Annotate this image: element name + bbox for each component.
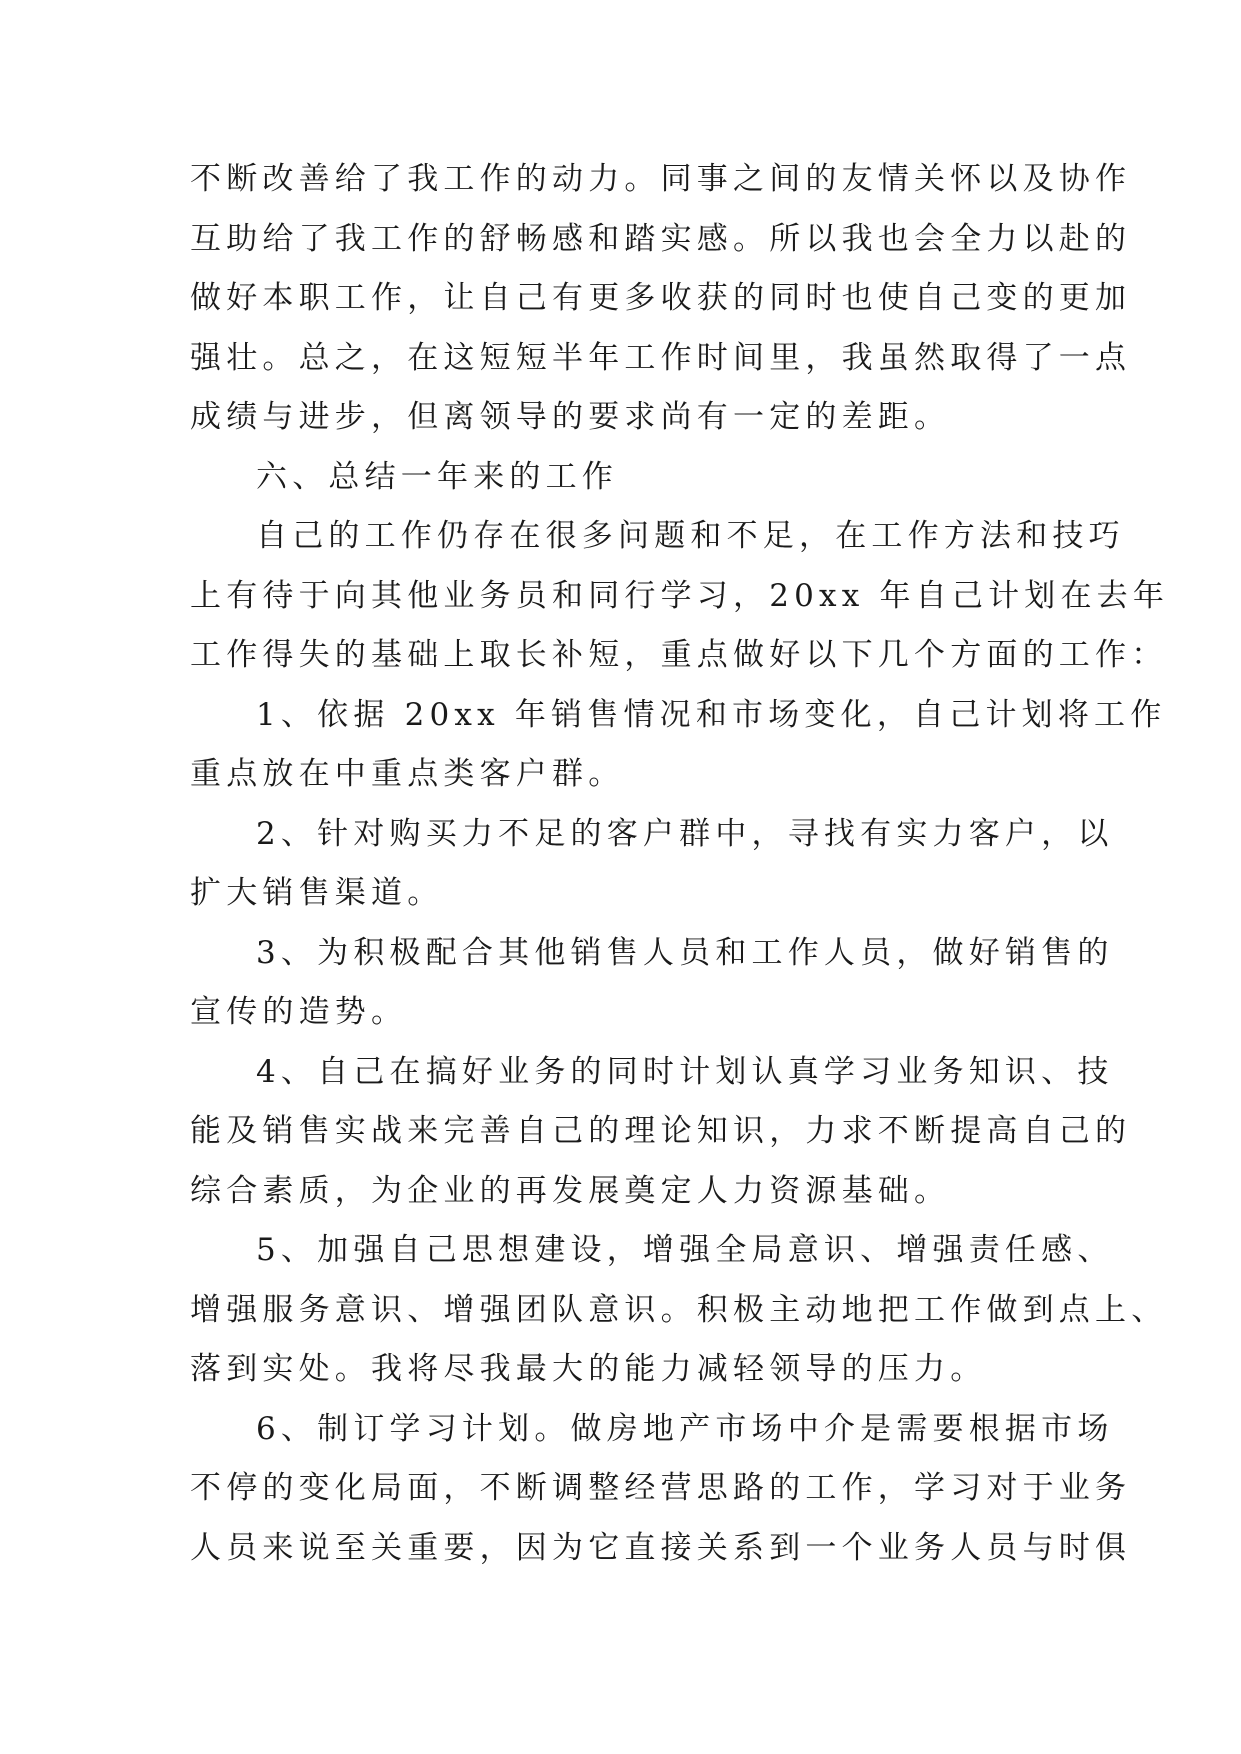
text-line: 做好本职工作，让自己有更多收获的同时也使自己变的更加 bbox=[190, 280, 1132, 316]
text-line: 5、加强自己思想建设，增强全局意识、增强责任感、 bbox=[256, 1232, 1114, 1268]
text-line: 自己的工作仍存在很多问题和不足，在工作方法和技巧 bbox=[256, 518, 1125, 554]
text-line: 互助给了我工作的舒畅感和踏实感。所以我也会全力以赴的 bbox=[190, 220, 1132, 257]
document-body bbox=[190, 150, 1170, 1578]
text-line: 人员来说至关重要，因为它直接关系到一个业务人员与时俱 bbox=[190, 1529, 1132, 1566]
text-line: 成绩与进步，但离领导的要求尚有一定的差距。 bbox=[190, 399, 951, 435]
text-line: 扩大销售渠道。 bbox=[190, 875, 444, 911]
text-line: 增强服务意识、增强团队意识。积极主动地把工作做到点上、 bbox=[190, 1291, 1168, 1328]
text-line: 2、针对购买力不足的客户群中，寻找有实力客户，以 bbox=[256, 815, 1114, 852]
text-line: 工作得失的基础上取长补短，重点做好以下几个方面的工作： bbox=[190, 637, 1168, 673]
text-line: 重点放在中重点类客户群。 bbox=[190, 756, 625, 792]
text-line: 六、总结一年来的工作 bbox=[256, 458, 618, 495]
text-line: 不断改善给了我工作的动力。同事之间的友情关怀以及协作 bbox=[190, 161, 1132, 197]
text-line: 宣传的造势。 bbox=[190, 994, 408, 1030]
text-line: 6、制订学习计划。做房地产市场中介是需要根据市场 bbox=[256, 1410, 1114, 1447]
text-line: 1、依据 20xx 年销售情况和市场变化，自己计划将工作 bbox=[256, 696, 1167, 733]
text-line: 落到实处。我将尽我最大的能力减轻领导的压力。 bbox=[190, 1351, 987, 1387]
text-line: 上有待于向其他业务员和同行学习，20xx 年自己计划在去年 bbox=[190, 577, 1170, 614]
text-line: 强壮。总之，在这短短半年工作时间里，我虽然取得了一点 bbox=[190, 339, 1132, 376]
text-line: 综合素质，为企业的再发展奠定人力资源基础。 bbox=[190, 1172, 951, 1209]
text-line: 能及销售实战来完善自己的理论知识，力求不断提高自己的 bbox=[190, 1113, 1132, 1149]
text-line: 3、为积极配合其他销售人员和工作人员，做好销售的 bbox=[256, 934, 1114, 971]
text-line: 4、自己在搞好业务的同时计划认真学习业务知识、技 bbox=[256, 1053, 1114, 1090]
text-line: 不停的变化局面，不断调整经营思路的工作，学习对于业务 bbox=[190, 1470, 1132, 1506]
